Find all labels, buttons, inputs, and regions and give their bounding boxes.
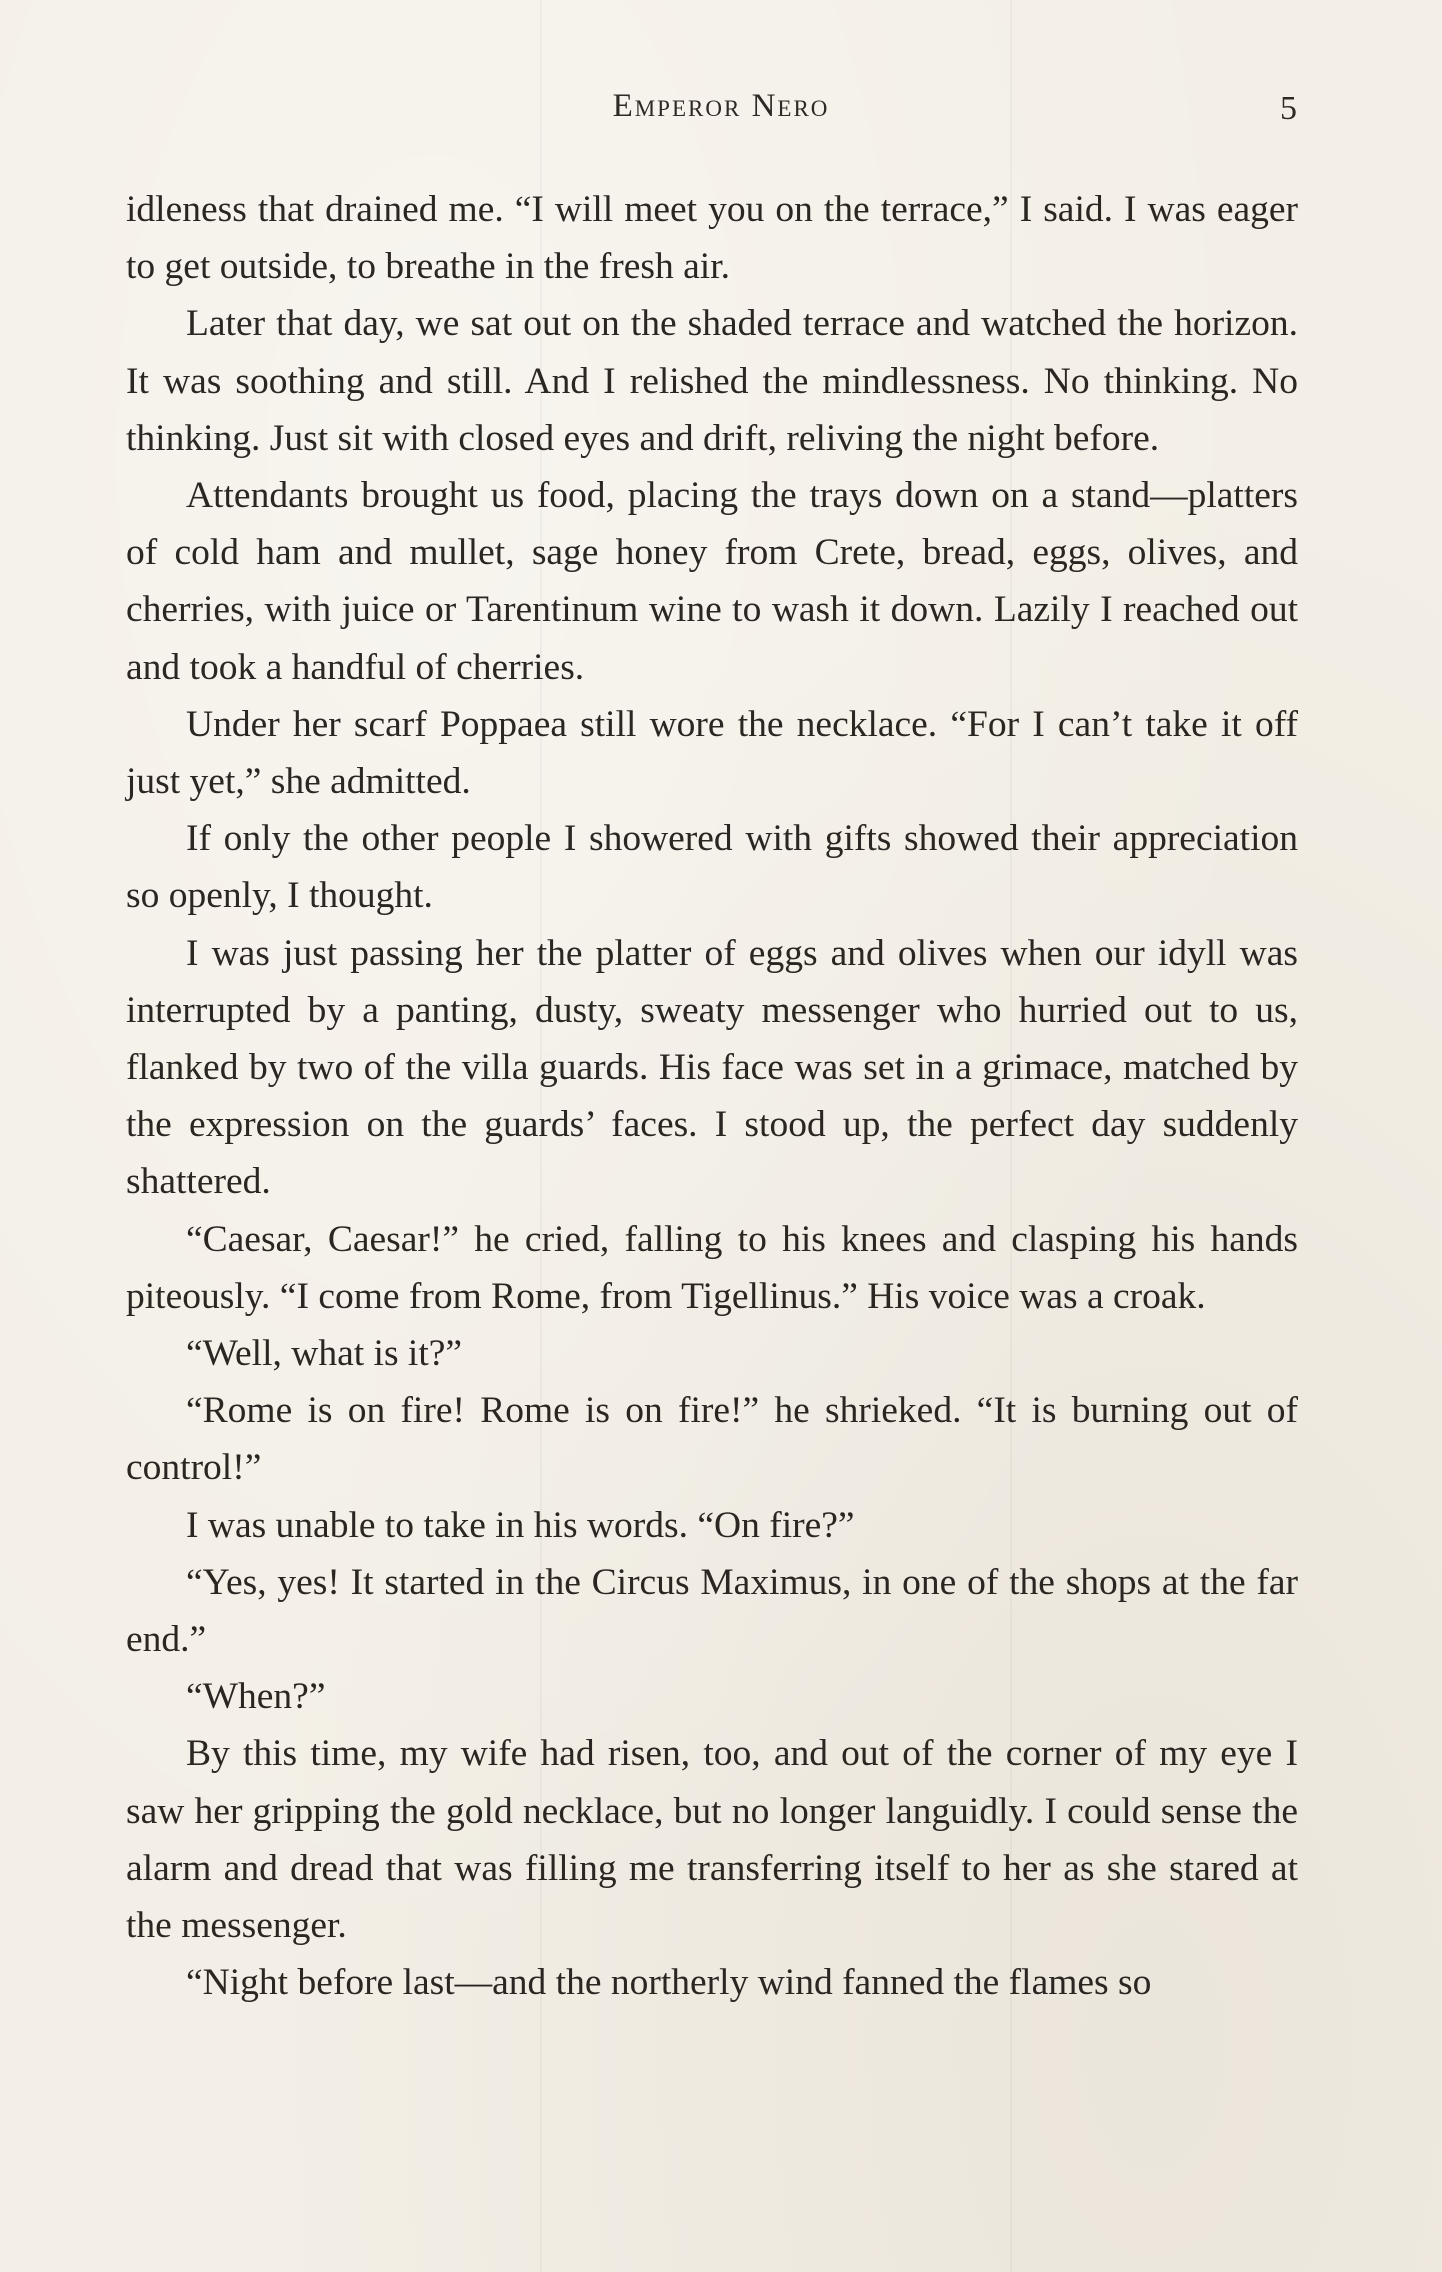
paragraph-14: “Night before last—and the northerly wind fanned the flames so <box>186 1962 1152 2004</box>
paragraph-12: “When?” <box>186 1676 326 1718</box>
paragraph-4: Under her scarf Poppaea still wore the necklace. “For I can’t take it off just yet,” she admitted. <box>126 703 1298 803</box>
paragraph-9: “Rome is on fire! Rome is on fire!” he shrieked. “It is burning out of control!” <box>126 1390 1298 1489</box>
paragraph-10: I was unable to take in his words. “On fire?” <box>186 1504 855 1546</box>
paragraph-1: idleness that drained me. “I will meet you on the terrace,” I said. I was eager to get outside, to breathe in the fresh air. <box>126 189 1298 288</box>
paragraph-8: “Well, what is it?” <box>186 1333 463 1375</box>
page-number: 5 <box>1280 90 1297 127</box>
paragraph-2: Later that day, we sat out on the shaded terrace and watched the horizon. It was soothing and still. And I relished the mindlessness. No thinking. No thinking. Just sit with closed eyes and drift, reliving the night before. <box>126 303 1298 459</box>
running-head <box>0 88 1442 128</box>
paragraph-13: By this time, my wife had risen, too, and out of the corner of my eye I saw her gripping the gold necklace, but no longer languidly. I could sense the alarm and dread that was filling me transferring itself to her as she stared at the messenger. <box>126 1733 1298 1947</box>
paragraph-7: “Caesar, Caesar!” he cried, falling to his knees and clasping his hands piteously. “I come from Rome, from Tigellinus.” His voice was a croak. <box>126 1218 1298 1317</box>
paragraph-11: “Yes, yes! It started in the Circus Maximus, in one of the shops at the far end.” <box>126 1561 1298 1661</box>
paragraph-6: I was just passing her the platter of eggs and olives when our idyll was interrupted by a panting, dusty, sweaty messenger who hurried out to us, flanked by two of the villa guards. His face was set in a grimace, matched by the expression on the guards’ faces. I stood up, the perfect day suddenly shattered. <box>126 932 1298 1203</box>
paragraph-3: Attendants brought us food, placing the trays down on a stand—platters of cold ham and mullet, sage honey from Crete, bread, eggs, olives, and cherries, with juice or Tarentinum wine to wash it down. Lazily I reached out and took a handful of cherries. <box>126 475 1298 688</box>
body-text <box>126 181 1298 2012</box>
paragraph-5: If only the other people I showered with gifts showed their appreciation so openly, I thought. <box>126 818 1298 917</box>
running-title: Emperor Nero <box>612 88 830 124</box>
